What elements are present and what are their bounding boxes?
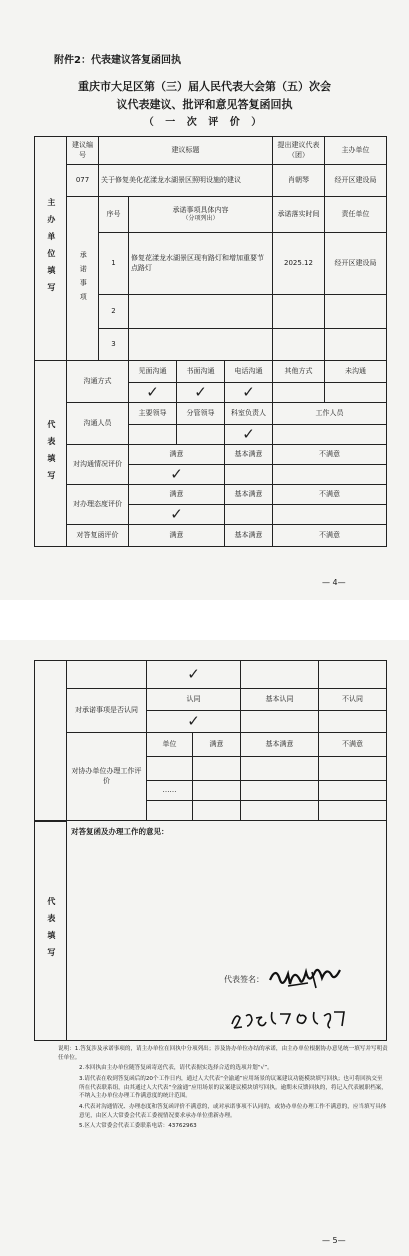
commit-seq: 3 bbox=[99, 329, 129, 361]
check-mark-icon: ✓ bbox=[242, 424, 255, 443]
accept-option[interactable]: 不认同 bbox=[319, 689, 387, 711]
check-cell[interactable] bbox=[129, 425, 177, 445]
commit-header-content bbox=[129, 197, 273, 233]
proposer-name: 肖朝琴 bbox=[273, 165, 325, 197]
note-item: 说明：1.答复涉及承诺事项的，请主办单位在回执中分项列出；涉及协办单位办结的承诺，由主办单位根据协办意见统一填写并写明责任单位。 bbox=[58, 1046, 388, 1061]
co-cell[interactable] bbox=[193, 757, 241, 781]
doc-title-line3: （ 一 次 评 价 ） bbox=[143, 117, 266, 128]
co-cell[interactable] bbox=[319, 801, 387, 821]
commit-header-unit: 责任单位 bbox=[325, 197, 387, 233]
level-satisfied[interactable]: 满意 bbox=[129, 445, 225, 465]
co-cell[interactable] bbox=[241, 757, 319, 781]
commit-time bbox=[273, 295, 325, 329]
check-cell[interactable] bbox=[225, 383, 273, 403]
commit-content bbox=[129, 329, 273, 361]
co-cell[interactable] bbox=[147, 757, 193, 781]
check-cell[interactable] bbox=[273, 465, 387, 485]
doc-title-line2: 议代表建议、批评和意见答复函回执 bbox=[116, 98, 293, 111]
level-unsatisfied[interactable]: 不满意 bbox=[273, 485, 387, 505]
doc-title-line1: 重庆市大足区第（三）届人民代表大会第（五）次会 bbox=[78, 80, 331, 93]
comm-personnel-option[interactable]: 工作人员 bbox=[273, 403, 387, 425]
level-basic[interactable]: 基本满意 bbox=[225, 485, 273, 505]
commit-time bbox=[273, 329, 325, 361]
handwritten-signature bbox=[266, 960, 352, 992]
check-cell[interactable] bbox=[177, 425, 225, 445]
col-header-num: 建议编号 bbox=[67, 137, 99, 165]
commit-time: 2025.12 bbox=[273, 233, 325, 295]
co-header: 基本满意 bbox=[241, 733, 319, 757]
accept-option[interactable]: 认同 bbox=[147, 689, 241, 711]
co-cell[interactable] bbox=[241, 781, 319, 801]
level-basic[interactable]: 基本满意 bbox=[225, 525, 273, 547]
comm-method-option[interactable]: 电话沟通 bbox=[225, 361, 273, 383]
commit-header-time: 承诺落实时间 bbox=[273, 197, 325, 233]
check-cell[interactable] bbox=[225, 505, 273, 525]
commit-header-content-sub: （分项列出） bbox=[182, 215, 219, 223]
level-unsatisfied[interactable]: 不满意 bbox=[273, 525, 387, 547]
comm-method-option[interactable]: 其他方式 bbox=[273, 361, 325, 383]
co-cell[interactable] bbox=[193, 781, 241, 801]
commit-side-label: 承诺事项 bbox=[67, 197, 99, 361]
comm-method-option[interactable]: 书面沟通 bbox=[177, 361, 225, 383]
co-cell[interactable] bbox=[147, 801, 193, 821]
rep-side-label: 代表填写 bbox=[35, 361, 67, 547]
commit-content bbox=[129, 295, 273, 329]
commit-unit bbox=[325, 329, 387, 361]
check-mark-icon: ✓ bbox=[187, 664, 200, 683]
check-cell[interactable] bbox=[225, 425, 273, 445]
commit-header-content-main: 承诺事项具体内容 bbox=[172, 205, 229, 214]
commit-unit: 经开区建设局 bbox=[325, 233, 387, 295]
accept-label: 对承诺事项是否认同 bbox=[67, 689, 147, 733]
col-header-unit: 主办单位 bbox=[325, 137, 387, 165]
note-item: 3.请代表在收到答复函后的20个工作日内，通过人大代表“全渝通”应用场景的议案建议功能模块填写回执；也可将回执交至所在代表联系组，由其通过人大代表“全渝通”应用场景的议案建议模块填写回执。逾期未反馈回执的，将记入代表履职档案，不纳入主办单位办理工作满意度的统计范围。 bbox=[79, 1075, 387, 1100]
commit-unit bbox=[325, 295, 387, 329]
commit-seq: 1 bbox=[99, 233, 129, 295]
receipt-table-page1 bbox=[34, 136, 387, 547]
accept-option[interactable]: 基本认同 bbox=[241, 689, 319, 711]
proposal-number: 077 bbox=[67, 165, 99, 197]
commit-content: 修复花漾龙水湖景区现有路灯和增加重要节点路灯 bbox=[129, 233, 273, 295]
check-cell[interactable] bbox=[273, 505, 387, 525]
col-header-proposer: 提出建议代表（团） bbox=[273, 137, 325, 165]
check-cell[interactable] bbox=[241, 711, 319, 733]
notes-section bbox=[58, 1045, 388, 1133]
check-cell[interactable] bbox=[147, 711, 241, 733]
check-cell[interactable] bbox=[129, 505, 225, 525]
comm-personnel-option[interactable]: 分管领导 bbox=[177, 403, 225, 425]
rep-side-label: 代表填写 bbox=[35, 821, 67, 1041]
check-cell[interactable] bbox=[177, 383, 225, 403]
check-cell[interactable] bbox=[241, 661, 319, 689]
check-cell[interactable] bbox=[147, 661, 241, 689]
co-ellipsis: …… bbox=[147, 781, 193, 801]
attachment-label: 附件2：代表建议答复函回执 bbox=[54, 55, 181, 66]
co-header: 满意 bbox=[193, 733, 241, 757]
check-cell[interactable] bbox=[319, 711, 387, 733]
host-side-label: 主办单位填写 bbox=[35, 137, 67, 361]
comm-method-option[interactable]: 见面沟通 bbox=[129, 361, 177, 383]
page-number: — 5— bbox=[322, 1236, 346, 1245]
page-1 bbox=[0, 0, 409, 600]
level-satisfied[interactable]: 满意 bbox=[129, 525, 225, 547]
check-cell[interactable] bbox=[129, 383, 177, 403]
level-satisfied[interactable]: 满意 bbox=[129, 485, 225, 505]
check-cell[interactable] bbox=[325, 383, 387, 403]
proposal-title: 关于修复美化花漾龙水湖景区照明设施的建议 bbox=[99, 165, 273, 197]
comm-eval-label: 对沟通情况评价 bbox=[67, 445, 129, 485]
co-eval-label: 对协办单位办理工作评价 bbox=[67, 733, 147, 821]
co-cell[interactable] bbox=[319, 781, 387, 801]
note-item: 2.本回执由主办单位随答复函寄送代表，请代表据实选择合适的选项并划“√”。 bbox=[79, 1065, 273, 1072]
co-cell[interactable] bbox=[241, 801, 319, 821]
note-item: 4.代表对沟通情况、办理态度和答复函评价不满意的，或对承诺事项不认同的，或协办单位办理工作不满意的，应当填写具体意见，由区人大常委会代表工委视情况要求承办单位重新办理。 bbox=[79, 1103, 387, 1119]
rep-side-label bbox=[35, 661, 67, 822]
receipt-table-page2 bbox=[34, 660, 387, 822]
signature-label: 代表签名： bbox=[224, 975, 264, 984]
attitude-label: 对办理态度评价 bbox=[67, 485, 129, 525]
check-mark-icon: ✓ bbox=[146, 382, 159, 401]
comm-personnel-option[interactable]: 主要领导 bbox=[129, 403, 177, 425]
comm-method-option[interactable]: 未沟通 bbox=[325, 361, 387, 383]
comm-personnel-option[interactable]: 科室负责人 bbox=[225, 403, 273, 425]
check-cell[interactable] bbox=[273, 383, 325, 403]
co-cell[interactable] bbox=[319, 757, 387, 781]
note-item: 5.区人大常委会代表工委联系电话：43762963 bbox=[79, 1123, 197, 1130]
check-cell[interactable] bbox=[129, 465, 225, 485]
opinion-label[interactable]: 对答复函及办理工作的意见： bbox=[67, 821, 387, 1041]
check-mark-icon: ✓ bbox=[242, 382, 255, 401]
host-unit: 经开区建设局 bbox=[325, 165, 387, 197]
level-unsatisfied[interactable]: 不满意 bbox=[273, 445, 387, 465]
check-cell[interactable] bbox=[273, 425, 387, 445]
handwritten-date bbox=[228, 1006, 348, 1030]
reply-eval-label: 对答复函评价 bbox=[67, 525, 129, 547]
comm-method-label: 沟通方式 bbox=[67, 361, 129, 403]
check-mark-icon: ✓ bbox=[187, 711, 200, 730]
commit-header-seq: 序号 bbox=[99, 197, 129, 233]
check-cell[interactable] bbox=[319, 661, 387, 689]
check-mark-icon: ✓ bbox=[170, 464, 183, 483]
co-cell[interactable] bbox=[193, 801, 241, 821]
commit-seq: 2 bbox=[99, 295, 129, 329]
page-number: — 4— bbox=[322, 578, 346, 587]
co-header: 单位 bbox=[147, 733, 193, 757]
blank-cell bbox=[67, 661, 147, 689]
co-header: 不满意 bbox=[319, 733, 387, 757]
comm-personnel-label: 沟通人员 bbox=[67, 403, 129, 445]
check-mark-icon: ✓ bbox=[170, 504, 183, 523]
level-basic[interactable]: 基本满意 bbox=[225, 445, 273, 465]
col-header-title: 建议标题 bbox=[99, 137, 273, 165]
check-cell[interactable] bbox=[225, 465, 273, 485]
check-mark-icon: ✓ bbox=[194, 382, 207, 401]
